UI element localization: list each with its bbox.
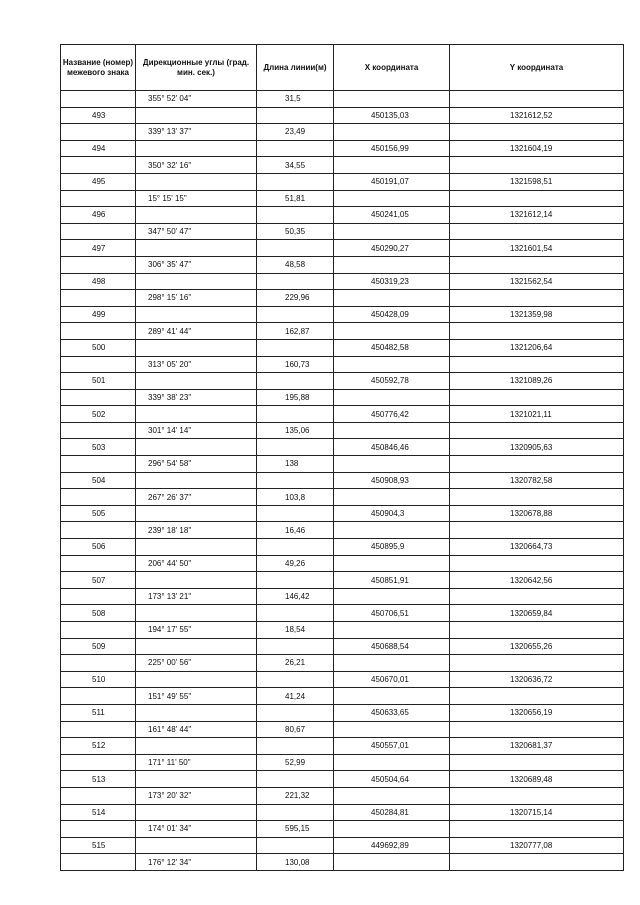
x-coordinate bbox=[334, 422, 450, 439]
y-coordinate bbox=[450, 223, 624, 240]
coordinates-table bbox=[60, 44, 624, 871]
direction-angle: 267° 26' 37" bbox=[136, 489, 257, 506]
point-number: 511 bbox=[61, 704, 136, 721]
line-length: 221,32 bbox=[257, 787, 334, 804]
x-coordinate bbox=[334, 854, 450, 871]
y-coordinate bbox=[450, 190, 624, 207]
length-cell bbox=[257, 273, 334, 290]
x-coordinate: 450846,46 bbox=[334, 439, 450, 456]
y-coordinate: 1321612,14 bbox=[450, 207, 624, 224]
header-angle: Дирекционные углы (град. мин. сек.) bbox=[136, 45, 257, 91]
length-cell bbox=[257, 572, 334, 589]
line-length: 160,73 bbox=[257, 356, 334, 373]
x-coordinate bbox=[334, 223, 450, 240]
angle-cell bbox=[136, 605, 257, 622]
angle-cell bbox=[136, 505, 257, 522]
point-row bbox=[61, 240, 624, 257]
segment-row bbox=[61, 522, 624, 539]
point-row bbox=[61, 339, 624, 356]
length-cell bbox=[257, 140, 334, 157]
point-number: 505 bbox=[61, 505, 136, 522]
point-number bbox=[61, 588, 136, 605]
point-number bbox=[61, 190, 136, 207]
direction-angle: 171° 11' 50" bbox=[136, 754, 257, 771]
angle-cell bbox=[136, 207, 257, 224]
x-coordinate bbox=[334, 655, 450, 672]
direction-angle: 350° 32' 16" bbox=[136, 157, 257, 174]
point-row bbox=[61, 306, 624, 323]
point-number bbox=[61, 754, 136, 771]
point-row bbox=[61, 671, 624, 688]
length-cell bbox=[257, 207, 334, 224]
y-coordinate bbox=[450, 522, 624, 539]
point-row bbox=[61, 738, 624, 755]
segment-row bbox=[61, 787, 624, 804]
y-coordinate: 1321359,98 bbox=[450, 306, 624, 323]
x-coordinate: 450776,42 bbox=[334, 406, 450, 423]
direction-angle: 161° 48' 44" bbox=[136, 721, 257, 738]
x-coordinate: 450895,9 bbox=[334, 539, 450, 556]
y-coordinate bbox=[450, 821, 624, 838]
segment-row bbox=[61, 721, 624, 738]
length-cell bbox=[257, 638, 334, 655]
y-coordinate: 1321562,54 bbox=[450, 273, 624, 290]
line-length: 48,58 bbox=[257, 256, 334, 273]
segment-row bbox=[61, 688, 624, 705]
point-number bbox=[61, 323, 136, 340]
segment-row bbox=[61, 555, 624, 572]
x-coordinate bbox=[334, 157, 450, 174]
point-number: 510 bbox=[61, 671, 136, 688]
y-coordinate: 1320655,26 bbox=[450, 638, 624, 655]
y-coordinate: 1320656,19 bbox=[450, 704, 624, 721]
x-coordinate: 450908,93 bbox=[334, 472, 450, 489]
x-coordinate bbox=[334, 787, 450, 804]
direction-angle: 289° 41' 44" bbox=[136, 323, 257, 340]
direction-angle: 194° 17' 55" bbox=[136, 622, 257, 639]
y-coordinate: 1320642,56 bbox=[450, 572, 624, 589]
point-row bbox=[61, 406, 624, 423]
point-number bbox=[61, 456, 136, 473]
angle-cell bbox=[136, 638, 257, 655]
point-number bbox=[61, 655, 136, 672]
x-coordinate: 450241,05 bbox=[334, 207, 450, 224]
y-coordinate: 1320636,72 bbox=[450, 671, 624, 688]
length-cell bbox=[257, 339, 334, 356]
y-coordinate: 1321601,54 bbox=[450, 240, 624, 257]
point-number bbox=[61, 157, 136, 174]
x-coordinate bbox=[334, 456, 450, 473]
segment-row bbox=[61, 588, 624, 605]
point-number bbox=[61, 522, 136, 539]
direction-angle: 15° 15' 15" bbox=[136, 190, 257, 207]
point-number: 500 bbox=[61, 339, 136, 356]
x-coordinate bbox=[334, 522, 450, 539]
length-cell bbox=[257, 539, 334, 556]
y-coordinate bbox=[450, 555, 624, 572]
y-coordinate bbox=[450, 389, 624, 406]
line-length: 26,21 bbox=[257, 655, 334, 672]
length-cell bbox=[257, 704, 334, 721]
direction-angle: 239° 18' 18" bbox=[136, 522, 257, 539]
y-coordinate bbox=[450, 655, 624, 672]
point-number: 508 bbox=[61, 605, 136, 622]
angle-cell bbox=[136, 306, 257, 323]
line-length: 50,35 bbox=[257, 223, 334, 240]
x-coordinate: 450557,01 bbox=[334, 738, 450, 755]
x-coordinate bbox=[334, 688, 450, 705]
point-number: 504 bbox=[61, 472, 136, 489]
segment-row bbox=[61, 223, 624, 240]
direction-angle: 173° 20' 32" bbox=[136, 787, 257, 804]
y-coordinate: 1320689,48 bbox=[450, 771, 624, 788]
angle-cell bbox=[136, 472, 257, 489]
point-number: 502 bbox=[61, 406, 136, 423]
segment-row bbox=[61, 754, 624, 771]
point-number bbox=[61, 389, 136, 406]
segment-row bbox=[61, 456, 624, 473]
line-length: 16,46 bbox=[257, 522, 334, 539]
angle-cell bbox=[136, 704, 257, 721]
direction-angle: 313° 05' 20" bbox=[136, 356, 257, 373]
point-row bbox=[61, 638, 624, 655]
length-cell bbox=[257, 771, 334, 788]
x-coordinate: 450904,3 bbox=[334, 505, 450, 522]
point-number: 493 bbox=[61, 107, 136, 124]
y-coordinate bbox=[450, 721, 624, 738]
segment-row bbox=[61, 356, 624, 373]
y-coordinate: 1320681,37 bbox=[450, 738, 624, 755]
angle-cell bbox=[136, 572, 257, 589]
y-coordinate bbox=[450, 256, 624, 273]
x-coordinate bbox=[334, 555, 450, 572]
angle-cell bbox=[136, 539, 257, 556]
header-y: Y координата bbox=[450, 45, 624, 91]
angle-cell bbox=[136, 373, 257, 390]
angle-cell bbox=[136, 406, 257, 423]
x-coordinate bbox=[334, 290, 450, 307]
x-coordinate bbox=[334, 190, 450, 207]
segment-row bbox=[61, 622, 624, 639]
x-coordinate bbox=[334, 389, 450, 406]
y-coordinate: 1320777,08 bbox=[450, 837, 624, 854]
direction-angle: 173° 13' 21" bbox=[136, 588, 257, 605]
x-coordinate: 449692,89 bbox=[334, 837, 450, 854]
x-coordinate: 450688,54 bbox=[334, 638, 450, 655]
length-cell bbox=[257, 837, 334, 854]
y-coordinate bbox=[450, 688, 624, 705]
line-length: 595,15 bbox=[257, 821, 334, 838]
point-number: 495 bbox=[61, 173, 136, 190]
line-length: 138 bbox=[257, 456, 334, 473]
point-number bbox=[61, 290, 136, 307]
x-coordinate: 450135,03 bbox=[334, 107, 450, 124]
x-coordinate bbox=[334, 91, 450, 108]
point-number bbox=[61, 223, 136, 240]
line-length: 80,67 bbox=[257, 721, 334, 738]
x-coordinate bbox=[334, 754, 450, 771]
point-row bbox=[61, 140, 624, 157]
length-cell bbox=[257, 173, 334, 190]
x-coordinate bbox=[334, 821, 450, 838]
x-coordinate: 450284,81 bbox=[334, 804, 450, 821]
point-number: 498 bbox=[61, 273, 136, 290]
point-number bbox=[61, 721, 136, 738]
y-coordinate: 1320905,63 bbox=[450, 439, 624, 456]
direction-angle: 347° 50' 47" bbox=[136, 223, 257, 240]
point-number: 503 bbox=[61, 439, 136, 456]
point-number: 497 bbox=[61, 240, 136, 257]
y-coordinate: 1320678,88 bbox=[450, 505, 624, 522]
line-length: 52,99 bbox=[257, 754, 334, 771]
x-coordinate: 450504,64 bbox=[334, 771, 450, 788]
line-length: 18,54 bbox=[257, 622, 334, 639]
x-coordinate: 450290,27 bbox=[334, 240, 450, 257]
angle-cell bbox=[136, 671, 257, 688]
length-cell bbox=[257, 605, 334, 622]
length-cell bbox=[257, 240, 334, 257]
x-coordinate bbox=[334, 622, 450, 639]
header-name: Название (номер) межевого знака bbox=[61, 45, 136, 91]
point-number: 494 bbox=[61, 140, 136, 157]
point-row bbox=[61, 837, 624, 854]
y-coordinate: 1320664,73 bbox=[450, 539, 624, 556]
direction-angle: 301° 14' 14" bbox=[136, 422, 257, 439]
segment-row bbox=[61, 422, 624, 439]
direction-angle: 174° 01' 34" bbox=[136, 821, 257, 838]
line-length: 23,49 bbox=[257, 124, 334, 141]
point-number: 509 bbox=[61, 638, 136, 655]
y-coordinate: 1320782,58 bbox=[450, 472, 624, 489]
x-coordinate bbox=[334, 356, 450, 373]
x-coordinate: 450670,01 bbox=[334, 671, 450, 688]
segment-row bbox=[61, 124, 624, 141]
line-length: 31,5 bbox=[257, 91, 334, 108]
x-coordinate: 450592,78 bbox=[334, 373, 450, 390]
segment-row bbox=[61, 389, 624, 406]
direction-angle: 296° 54' 58" bbox=[136, 456, 257, 473]
x-coordinate: 450428,09 bbox=[334, 306, 450, 323]
segment-row bbox=[61, 489, 624, 506]
length-cell bbox=[257, 406, 334, 423]
point-row bbox=[61, 439, 624, 456]
x-coordinate: 450319,23 bbox=[334, 273, 450, 290]
y-coordinate: 1321089,26 bbox=[450, 373, 624, 390]
y-coordinate bbox=[450, 356, 624, 373]
segment-row bbox=[61, 91, 624, 108]
y-coordinate: 1320715,14 bbox=[450, 804, 624, 821]
x-coordinate bbox=[334, 588, 450, 605]
line-length: 130,08 bbox=[257, 854, 334, 871]
point-number: 514 bbox=[61, 804, 136, 821]
x-coordinate bbox=[334, 489, 450, 506]
length-cell bbox=[257, 373, 334, 390]
table-body bbox=[61, 91, 624, 871]
point-number bbox=[61, 688, 136, 705]
y-coordinate: 1321598,51 bbox=[450, 173, 624, 190]
point-row bbox=[61, 173, 624, 190]
point-row bbox=[61, 572, 624, 589]
length-cell bbox=[257, 439, 334, 456]
segment-row bbox=[61, 190, 624, 207]
x-coordinate bbox=[334, 256, 450, 273]
point-row bbox=[61, 207, 624, 224]
angle-cell bbox=[136, 273, 257, 290]
point-number: 499 bbox=[61, 306, 136, 323]
segment-row bbox=[61, 323, 624, 340]
y-coordinate: 1321612,52 bbox=[450, 107, 624, 124]
direction-angle: 306° 35' 47" bbox=[136, 256, 257, 273]
direction-angle: 206° 44' 50" bbox=[136, 555, 257, 572]
point-number bbox=[61, 821, 136, 838]
y-coordinate bbox=[450, 622, 624, 639]
table-header bbox=[61, 45, 624, 91]
length-cell bbox=[257, 671, 334, 688]
angle-cell bbox=[136, 837, 257, 854]
point-number: 501 bbox=[61, 373, 136, 390]
point-row bbox=[61, 505, 624, 522]
segment-row bbox=[61, 256, 624, 273]
angle-cell bbox=[136, 804, 257, 821]
length-cell bbox=[257, 107, 334, 124]
y-coordinate bbox=[450, 489, 624, 506]
angle-cell bbox=[136, 240, 257, 257]
point-number bbox=[61, 555, 136, 572]
segment-row bbox=[61, 157, 624, 174]
length-cell bbox=[257, 472, 334, 489]
y-coordinate: 1320659,84 bbox=[450, 605, 624, 622]
angle-cell bbox=[136, 771, 257, 788]
point-number bbox=[61, 422, 136, 439]
direction-angle: 225° 00' 56" bbox=[136, 655, 257, 672]
x-coordinate: 450706,51 bbox=[334, 605, 450, 622]
angle-cell bbox=[136, 339, 257, 356]
point-row bbox=[61, 472, 624, 489]
y-coordinate: 1321604,19 bbox=[450, 140, 624, 157]
point-number bbox=[61, 124, 136, 141]
length-cell bbox=[257, 505, 334, 522]
point-number bbox=[61, 256, 136, 273]
y-coordinate bbox=[450, 124, 624, 141]
x-coordinate: 450633,65 bbox=[334, 704, 450, 721]
point-row bbox=[61, 373, 624, 390]
line-length: 229,96 bbox=[257, 290, 334, 307]
point-number: 512 bbox=[61, 738, 136, 755]
point-row bbox=[61, 273, 624, 290]
length-cell bbox=[257, 306, 334, 323]
point-number bbox=[61, 854, 136, 871]
y-coordinate: 1321021,11 bbox=[450, 406, 624, 423]
x-coordinate: 450156,99 bbox=[334, 140, 450, 157]
line-length: 146,42 bbox=[257, 588, 334, 605]
y-coordinate bbox=[450, 323, 624, 340]
direction-angle: 339° 13' 37" bbox=[136, 124, 257, 141]
angle-cell bbox=[136, 173, 257, 190]
point-row bbox=[61, 804, 624, 821]
length-cell bbox=[257, 738, 334, 755]
point-number: 515 bbox=[61, 837, 136, 854]
point-number bbox=[61, 489, 136, 506]
direction-angle: 298° 15' 16" bbox=[136, 290, 257, 307]
point-row bbox=[61, 704, 624, 721]
point-row bbox=[61, 771, 624, 788]
point-number: 507 bbox=[61, 572, 136, 589]
length-cell bbox=[257, 804, 334, 821]
direction-angle: 151° 49' 55" bbox=[136, 688, 257, 705]
angle-cell bbox=[136, 738, 257, 755]
y-coordinate bbox=[450, 422, 624, 439]
point-number: 506 bbox=[61, 539, 136, 556]
point-number bbox=[61, 787, 136, 804]
y-coordinate bbox=[450, 588, 624, 605]
x-coordinate: 450482,58 bbox=[334, 339, 450, 356]
angle-cell bbox=[136, 140, 257, 157]
y-coordinate bbox=[450, 754, 624, 771]
segment-row bbox=[61, 821, 624, 838]
direction-angle: 339° 38' 23" bbox=[136, 389, 257, 406]
header-x: X координата bbox=[334, 45, 450, 91]
segment-row bbox=[61, 854, 624, 871]
line-length: 34,55 bbox=[257, 157, 334, 174]
angle-cell bbox=[136, 439, 257, 456]
point-number bbox=[61, 91, 136, 108]
segment-row bbox=[61, 290, 624, 307]
line-length: 162,87 bbox=[257, 323, 334, 340]
point-number bbox=[61, 356, 136, 373]
line-length: 195,88 bbox=[257, 389, 334, 406]
point-row bbox=[61, 107, 624, 124]
y-coordinate bbox=[450, 787, 624, 804]
y-coordinate bbox=[450, 91, 624, 108]
line-length: 49,26 bbox=[257, 555, 334, 572]
x-coordinate bbox=[334, 721, 450, 738]
point-row bbox=[61, 539, 624, 556]
point-number: 513 bbox=[61, 771, 136, 788]
x-coordinate: 450851,91 bbox=[334, 572, 450, 589]
line-length: 51,81 bbox=[257, 190, 334, 207]
line-length: 103,8 bbox=[257, 489, 334, 506]
point-number bbox=[61, 622, 136, 639]
y-coordinate bbox=[450, 290, 624, 307]
y-coordinate: 1321206,64 bbox=[450, 339, 624, 356]
line-length: 135,06 bbox=[257, 422, 334, 439]
x-coordinate: 450191,07 bbox=[334, 173, 450, 190]
x-coordinate bbox=[334, 323, 450, 340]
point-number: 496 bbox=[61, 207, 136, 224]
y-coordinate bbox=[450, 456, 624, 473]
line-length: 41,24 bbox=[257, 688, 334, 705]
direction-angle: 355° 52' 04" bbox=[136, 91, 257, 108]
segment-row bbox=[61, 655, 624, 672]
header-length: Длина линии(м) bbox=[257, 45, 334, 91]
point-row bbox=[61, 605, 624, 622]
y-coordinate bbox=[450, 157, 624, 174]
x-coordinate bbox=[334, 124, 450, 141]
y-coordinate bbox=[450, 854, 624, 871]
direction-angle: 176° 12' 34" bbox=[136, 854, 257, 871]
angle-cell bbox=[136, 107, 257, 124]
